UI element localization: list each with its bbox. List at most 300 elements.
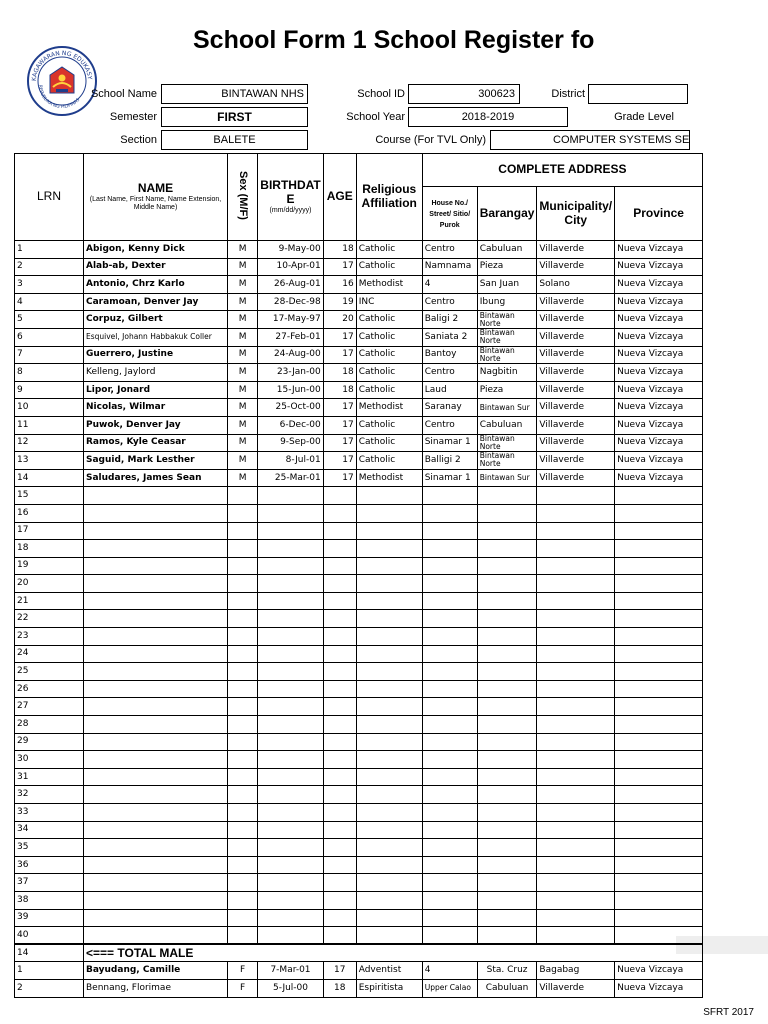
empty-cell [258, 680, 323, 698]
empty-cell [615, 733, 703, 751]
sex-cell: M [228, 311, 258, 329]
student-name: Esquivel, Johann Habbakuk Coller [84, 328, 228, 346]
empty-cell [615, 891, 703, 909]
sex-cell: M [228, 416, 258, 434]
lrn-cell: 31 [15, 768, 84, 786]
student-row [15, 364, 703, 382]
empty-student-row [15, 927, 703, 945]
lrn-cell: 4 [15, 293, 84, 311]
empty-student-row [15, 592, 703, 610]
empty-cell [422, 821, 477, 839]
empty-cell [356, 698, 422, 716]
sex-header: Sex (M/F) [228, 154, 258, 241]
barangay-cell: Ibung [477, 293, 537, 311]
empty-cell [84, 716, 228, 734]
lrn-cell: 14 [15, 469, 84, 487]
house-cell: Upper Calao [422, 979, 477, 997]
empty-cell [422, 557, 477, 575]
empty-cell [356, 751, 422, 769]
empty-cell [356, 540, 422, 558]
municipality-cell: Villaverde [537, 364, 615, 382]
empty-cell [477, 663, 537, 681]
lrn-cell: 21 [15, 592, 84, 610]
lrn-cell: 22 [15, 610, 84, 628]
empty-cell [477, 856, 537, 874]
empty-cell [422, 680, 477, 698]
age-cell: 17 [323, 416, 356, 434]
municipality-cell: Villaverde [537, 328, 615, 346]
empty-cell [258, 522, 323, 540]
sex-cell: M [228, 258, 258, 276]
empty-cell [537, 575, 615, 593]
empty-cell [228, 891, 258, 909]
municipality-cell: Villaverde [537, 399, 615, 417]
district-label: District [551, 88, 585, 100]
empty-cell [356, 874, 422, 892]
student-name: Lipor, Jonard [84, 381, 228, 399]
barangay-cell: Pieza [477, 258, 537, 276]
empty-cell [422, 768, 477, 786]
sex-cell: M [228, 328, 258, 346]
student-row [15, 381, 703, 399]
lrn-cell: 27 [15, 698, 84, 716]
empty-cell [537, 909, 615, 927]
religion-cell: Catholic [356, 311, 422, 329]
house-cell: Baligi 2 [422, 311, 477, 329]
empty-student-row [15, 839, 703, 857]
house-cell: Namnama [422, 258, 477, 276]
empty-cell [422, 575, 477, 593]
municipality-cell: Bagabag [537, 962, 615, 980]
lrn-cell: 11 [15, 416, 84, 434]
student-name: Kelleng, Jaylord [84, 364, 228, 382]
empty-cell [228, 733, 258, 751]
lrn-cell: 33 [15, 804, 84, 822]
empty-cell [84, 751, 228, 769]
student-name: Alab-ab, Dexter [84, 258, 228, 276]
municipality-cell: Villaverde [537, 979, 615, 997]
religion-cell: Adventist [356, 962, 422, 980]
deped-seal-icon [26, 45, 98, 117]
empty-cell [356, 821, 422, 839]
student-name: Saguid, Mark Lesther [84, 452, 228, 470]
sex-cell: M [228, 469, 258, 487]
student-row [15, 276, 703, 294]
student-row [15, 241, 703, 259]
empty-cell [228, 751, 258, 769]
empty-cell [323, 663, 356, 681]
lrn-cell: 9 [15, 381, 84, 399]
lrn-cell: 34 [15, 821, 84, 839]
student-row [15, 311, 703, 329]
lrn-cell: 39 [15, 909, 84, 927]
empty-cell [323, 628, 356, 646]
empty-cell [477, 891, 537, 909]
empty-cell [258, 786, 323, 804]
barangay-cell: Bintawan Norte [477, 311, 537, 329]
empty-cell [258, 610, 323, 628]
empty-cell [228, 628, 258, 646]
religion-cell: Catholic [356, 452, 422, 470]
empty-cell [422, 909, 477, 927]
empty-cell [84, 628, 228, 646]
empty-cell [323, 522, 356, 540]
birthdate-cell: 27-Feb-01 [258, 328, 323, 346]
empty-student-row [15, 540, 703, 558]
age-cell: 18 [323, 979, 356, 997]
empty-cell [615, 856, 703, 874]
municipality-cell: Villaverde [537, 469, 615, 487]
empty-student-row [15, 698, 703, 716]
age-cell: 17 [323, 328, 356, 346]
religion-cell: Catholic [356, 346, 422, 364]
empty-cell [615, 804, 703, 822]
empty-cell [356, 592, 422, 610]
empty-cell [356, 628, 422, 646]
empty-cell [258, 927, 323, 945]
empty-cell [258, 751, 323, 769]
empty-cell [615, 839, 703, 857]
empty-cell [323, 874, 356, 892]
empty-cell [477, 804, 537, 822]
empty-cell [356, 856, 422, 874]
empty-cell [323, 557, 356, 575]
barangay-cell: Bintawan Norte [477, 434, 537, 452]
age-header: AGE [323, 154, 356, 241]
religion-cell: Methodist [356, 469, 422, 487]
empty-cell [615, 680, 703, 698]
lrn-cell: 23 [15, 628, 84, 646]
religion-cell: Methodist [356, 399, 422, 417]
footer-code: SFRT 2017 [703, 1007, 754, 1018]
lrn-cell: 35 [15, 839, 84, 857]
student-row [15, 293, 703, 311]
empty-cell [537, 680, 615, 698]
empty-cell [537, 663, 615, 681]
empty-student-row [15, 874, 703, 892]
religion-cell: INC [356, 293, 422, 311]
province-cell: Nueva Vizcaya [615, 328, 703, 346]
student-name: Guerrero, Justine [84, 346, 228, 364]
empty-cell [323, 856, 356, 874]
barangay-cell: Cabuluan [477, 979, 537, 997]
empty-cell [422, 645, 477, 663]
student-name: Nicolas, Wilmar [84, 399, 228, 417]
house-cell: Saniata 2 [422, 328, 477, 346]
empty-cell [323, 927, 356, 945]
age-cell: 17 [323, 434, 356, 452]
empty-cell [258, 663, 323, 681]
empty-student-row [15, 557, 703, 575]
religion-cell: Methodist [356, 276, 422, 294]
house-cell: Sinamar 1 [422, 434, 477, 452]
municipality-cell: Villaverde [537, 293, 615, 311]
empty-cell [477, 610, 537, 628]
empty-cell [323, 804, 356, 822]
house-cell: 4 [422, 962, 477, 980]
barangay-header: Barangay [477, 187, 537, 241]
empty-cell [477, 909, 537, 927]
empty-cell [258, 856, 323, 874]
empty-cell [537, 540, 615, 558]
empty-cell [615, 751, 703, 769]
sex-cell: M [228, 276, 258, 294]
empty-cell [537, 768, 615, 786]
lrn-cell: 37 [15, 874, 84, 892]
school-name-field: BINTAWAN NHS [161, 84, 308, 104]
sex-cell: M [228, 381, 258, 399]
empty-cell [228, 786, 258, 804]
empty-cell [228, 874, 258, 892]
province-cell: Nueva Vizcaya [615, 452, 703, 470]
empty-cell [356, 504, 422, 522]
empty-cell [323, 839, 356, 857]
birthdate-cell: 23-Jan-00 [258, 364, 323, 382]
empty-cell [477, 874, 537, 892]
student-row [15, 434, 703, 452]
section-field: BALETE [161, 130, 308, 150]
house-cell: Centro [422, 364, 477, 382]
empty-cell [356, 557, 422, 575]
birthdate-cell: 6-Dec-00 [258, 416, 323, 434]
religion-cell: Catholic [356, 364, 422, 382]
religion-cell: Catholic [356, 328, 422, 346]
empty-cell [477, 557, 537, 575]
empty-cell [422, 698, 477, 716]
empty-cell [615, 663, 703, 681]
empty-cell [258, 716, 323, 734]
empty-cell [615, 909, 703, 927]
birthdate-cell: 24-Aug-00 [258, 346, 323, 364]
empty-cell [615, 628, 703, 646]
empty-cell [323, 716, 356, 734]
empty-cell [84, 487, 228, 505]
empty-cell [615, 592, 703, 610]
empty-cell [537, 716, 615, 734]
empty-cell [84, 821, 228, 839]
empty-cell [422, 540, 477, 558]
lrn-cell: 26 [15, 680, 84, 698]
lrn-cell: 15 [15, 487, 84, 505]
empty-cell [422, 592, 477, 610]
empty-cell [258, 645, 323, 663]
birthdate-cell: 28-Dec-98 [258, 293, 323, 311]
complete-address-header: COMPLETE ADDRESS [422, 154, 702, 187]
empty-cell [228, 522, 258, 540]
empty-cell [422, 839, 477, 857]
empty-cell [356, 927, 422, 945]
student-row [15, 328, 703, 346]
barangay-cell: Bintawan Norte [477, 346, 537, 364]
empty-cell [615, 874, 703, 892]
province-cell: Nueva Vizcaya [615, 434, 703, 452]
empty-cell [422, 751, 477, 769]
empty-cell [258, 557, 323, 575]
empty-cell [422, 786, 477, 804]
empty-cell [323, 698, 356, 716]
empty-cell [537, 522, 615, 540]
empty-cell [356, 663, 422, 681]
lrn-cell: 40 [15, 927, 84, 945]
empty-cell [477, 786, 537, 804]
empty-cell [84, 522, 228, 540]
semester-field: FIRST [161, 107, 308, 127]
empty-cell [84, 856, 228, 874]
birthdate-header: BIRTHDAT E (mm/dd/yyyy) [258, 154, 323, 241]
school-name-label: School Name [90, 88, 157, 100]
seal-text: KAGAWARAN NG EDUKASY [30, 49, 93, 82]
empty-cell [323, 575, 356, 593]
house-cell: Centro [422, 293, 477, 311]
religion-cell: Catholic [356, 241, 422, 259]
empty-cell [356, 610, 422, 628]
barangay-cell: Bintawan Sur [477, 399, 537, 417]
empty-cell [84, 610, 228, 628]
empty-cell [477, 927, 537, 945]
age-cell: 17 [323, 452, 356, 470]
sex-cell: M [228, 434, 258, 452]
lrn-cell: 8 [15, 364, 84, 382]
empty-student-row [15, 610, 703, 628]
lrn-header: LRN [15, 154, 84, 241]
empty-cell [228, 663, 258, 681]
empty-cell [84, 786, 228, 804]
municipality-header: Municipality/ City [537, 187, 615, 241]
empty-student-row [15, 821, 703, 839]
empty-cell [537, 891, 615, 909]
empty-cell [84, 768, 228, 786]
empty-cell [422, 891, 477, 909]
empty-cell [477, 504, 537, 522]
empty-cell [477, 628, 537, 646]
province-cell: Nueva Vizcaya [615, 416, 703, 434]
empty-cell [537, 821, 615, 839]
empty-student-row [15, 680, 703, 698]
student-row [15, 979, 703, 997]
empty-student-row [15, 575, 703, 593]
empty-cell [323, 680, 356, 698]
empty-cell [615, 540, 703, 558]
municipality-cell: Villaverde [537, 258, 615, 276]
sex-cell: M [228, 452, 258, 470]
lrn-cell: 13 [15, 452, 84, 470]
house-cell: Saranay [422, 399, 477, 417]
municipality-cell: Villaverde [537, 416, 615, 434]
semester-label: Semester [109, 111, 157, 123]
empty-cell [537, 557, 615, 575]
age-cell: 17 [323, 962, 356, 980]
student-name: Antonio, Chrz Karlo [84, 276, 228, 294]
empty-cell [228, 487, 258, 505]
empty-cell [477, 768, 537, 786]
lrn-cell: 2 [15, 979, 84, 997]
empty-cell [258, 698, 323, 716]
empty-cell [537, 856, 615, 874]
empty-cell [258, 839, 323, 857]
empty-cell [323, 891, 356, 909]
province-cell: Nueva Vizcaya [615, 469, 703, 487]
empty-cell [422, 663, 477, 681]
empty-cell [356, 575, 422, 593]
lrn-cell: 1 [15, 241, 84, 259]
birthdate-cell: 15-Jun-00 [258, 381, 323, 399]
empty-cell [323, 610, 356, 628]
empty-cell [228, 927, 258, 945]
page-title: School Form 1 School Register fo [193, 26, 595, 54]
municipality-cell: Villaverde [537, 434, 615, 452]
empty-cell [537, 874, 615, 892]
student-row [15, 452, 703, 470]
age-cell: 17 [323, 258, 356, 276]
empty-cell [84, 504, 228, 522]
empty-cell [615, 927, 703, 945]
empty-cell [84, 839, 228, 857]
house-cell: Centro [422, 416, 477, 434]
house-cell: Centro [422, 241, 477, 259]
empty-student-row [15, 786, 703, 804]
birthdate-cell: 25-Mar-01 [258, 469, 323, 487]
empty-student-row [15, 522, 703, 540]
religion-cell: Catholic [356, 416, 422, 434]
sex-cell: M [228, 364, 258, 382]
empty-cell [228, 540, 258, 558]
lrn-cell: 24 [15, 645, 84, 663]
lrn-cell: 29 [15, 733, 84, 751]
empty-cell [422, 522, 477, 540]
empty-cell [84, 557, 228, 575]
empty-cell [477, 540, 537, 558]
lrn-cell: 16 [15, 504, 84, 522]
empty-cell [323, 487, 356, 505]
empty-cell [258, 804, 323, 822]
empty-cell [356, 716, 422, 734]
birthdate-cell: 26-Aug-01 [258, 276, 323, 294]
course-label: Course (For TVL Only) [375, 134, 486, 146]
empty-cell [477, 645, 537, 663]
course-field: COMPUTER SYSTEMS SE [490, 130, 690, 150]
empty-cell [422, 733, 477, 751]
school-year-field: 2018-2019 [408, 107, 568, 127]
empty-cell [258, 733, 323, 751]
empty-cell [537, 487, 615, 505]
empty-cell [422, 716, 477, 734]
empty-cell [537, 839, 615, 857]
empty-cell [323, 592, 356, 610]
empty-cell [422, 804, 477, 822]
empty-student-row [15, 487, 703, 505]
empty-cell [323, 909, 356, 927]
barangay-cell: Pieza [477, 381, 537, 399]
empty-cell [537, 786, 615, 804]
section-label: Section [120, 134, 157, 146]
birthdate-cell: 10-Apr-01 [258, 258, 323, 276]
municipality-cell: Villaverde [537, 452, 615, 470]
empty-cell [228, 768, 258, 786]
empty-cell [615, 557, 703, 575]
house-cell: Sinamar 1 [422, 469, 477, 487]
empty-cell [356, 786, 422, 804]
empty-cell [84, 645, 228, 663]
student-name: Bayudang, Camille [84, 962, 228, 980]
empty-student-row [15, 804, 703, 822]
birthdate-cell: 9-May-00 [258, 241, 323, 259]
total-male-row [15, 944, 703, 962]
barangay-cell: Cabuluan [477, 416, 537, 434]
age-cell: 16 [323, 276, 356, 294]
empty-cell [323, 645, 356, 663]
sex-cell: M [228, 399, 258, 417]
empty-cell [477, 698, 537, 716]
